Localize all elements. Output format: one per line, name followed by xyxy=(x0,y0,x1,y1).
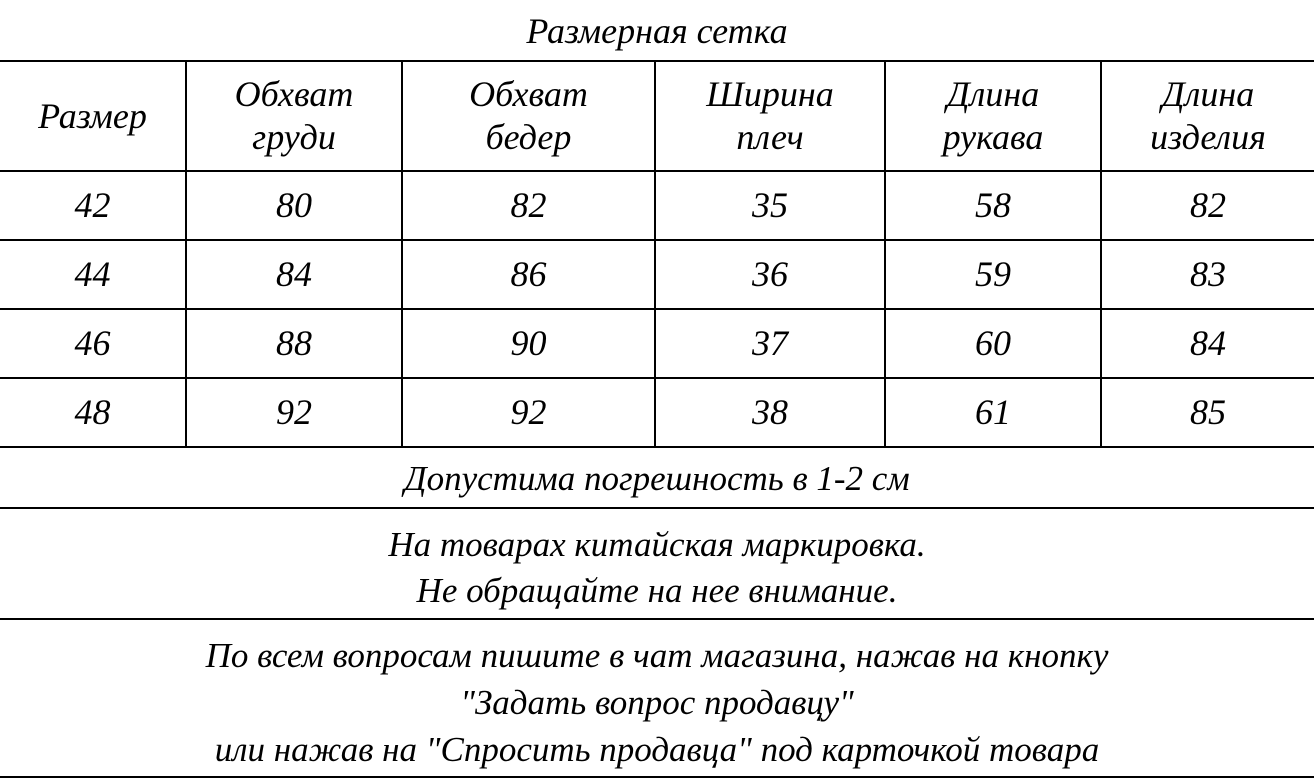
marking-line-2: Не обращайте на нее внимание. xyxy=(416,571,898,610)
cell-length: 82 xyxy=(1101,171,1314,240)
header-length-line1: Длина xyxy=(1161,74,1255,114)
header-chest-line1: Обхват xyxy=(234,74,354,114)
cell-length: 84 xyxy=(1101,309,1314,378)
table-row xyxy=(0,378,1314,447)
marking-note xyxy=(0,522,1314,620)
marking-line-1: На товарах китайская маркировка. xyxy=(388,525,926,564)
cell-hips: 92 xyxy=(402,378,655,447)
cell-shoulders: 38 xyxy=(655,378,885,447)
cell-sleeve: 59 xyxy=(885,240,1101,309)
cell-size: 44 xyxy=(0,240,186,309)
cell-shoulders: 37 xyxy=(655,309,885,378)
contact-line-3: или нажав на "Спросить продавца" под карточкой товара xyxy=(214,730,1100,769)
cell-hips: 90 xyxy=(402,309,655,378)
header-chest-line2: груди xyxy=(252,117,336,157)
cell-shoulders: 36 xyxy=(655,240,885,309)
header-sleeve-line1: Длина xyxy=(946,74,1040,114)
header-sleeve xyxy=(885,61,1101,171)
cell-shoulders: 35 xyxy=(655,171,885,240)
header-length-line2: изделия xyxy=(1150,117,1266,157)
header-shoulders xyxy=(655,61,885,171)
header-hips-line1: Обхват xyxy=(469,74,588,114)
tolerance-text: Допустима погрешность в 1-2 см xyxy=(404,459,910,498)
tolerance-note xyxy=(0,449,1314,509)
cell-hips: 86 xyxy=(402,240,655,309)
cell-chest: 92 xyxy=(186,378,402,447)
cell-chest: 88 xyxy=(186,309,402,378)
table-row xyxy=(0,240,1314,309)
cell-length: 85 xyxy=(1101,378,1314,447)
header-hips xyxy=(402,61,655,171)
size-table xyxy=(0,60,1314,448)
header-hips-line2: бедер xyxy=(485,117,572,157)
header-size-label: Размер xyxy=(38,95,147,136)
cell-size: 48 xyxy=(0,378,186,447)
table-row xyxy=(0,309,1314,378)
header-shoulders-line2: плеч xyxy=(736,117,804,157)
cell-chest: 84 xyxy=(186,240,402,309)
cell-size: 46 xyxy=(0,309,186,378)
contact-line-2: "Задать вопрос продавцу" xyxy=(460,683,854,722)
contact-note xyxy=(0,632,1314,778)
header-size xyxy=(0,61,186,171)
contact-line-1: По всем вопросам пишите в чат магазина, нажав на кнопку xyxy=(205,636,1109,675)
cell-size: 42 xyxy=(0,171,186,240)
header-chest xyxy=(186,61,402,171)
table-row xyxy=(0,171,1314,240)
cell-sleeve: 60 xyxy=(885,309,1101,378)
header-sleeve-line2: рукава xyxy=(942,117,1044,157)
header-shoulders-line1: Ширина xyxy=(706,74,834,114)
header-row xyxy=(0,61,1314,171)
cell-sleeve: 61 xyxy=(885,378,1101,447)
header-length xyxy=(1101,61,1314,171)
cell-chest: 80 xyxy=(186,171,402,240)
size-chart-title: Размерная сетка xyxy=(526,11,788,51)
cell-length: 83 xyxy=(1101,240,1314,309)
cell-sleeve: 58 xyxy=(885,171,1101,240)
cell-hips: 82 xyxy=(402,171,655,240)
